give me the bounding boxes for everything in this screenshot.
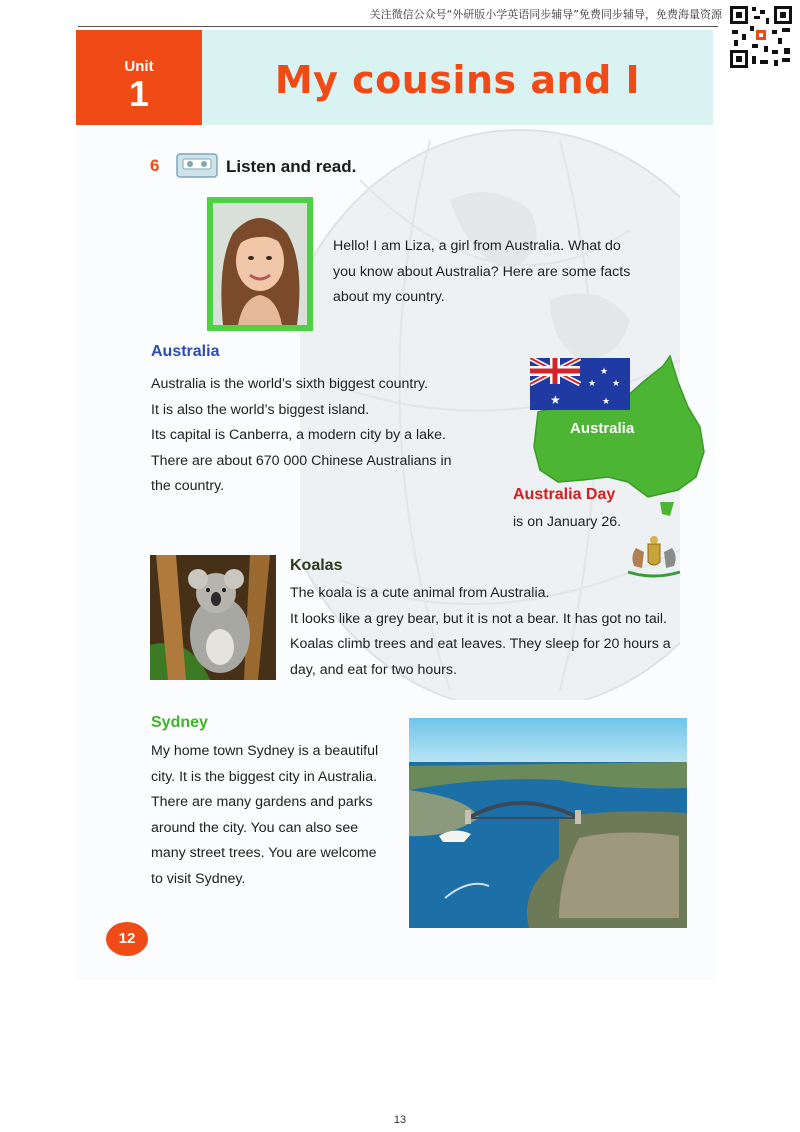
svg-text:★: ★	[600, 367, 609, 377]
australia-paragraph	[151, 372, 452, 500]
activity-number: 6	[150, 156, 160, 175]
sydney-line: My home town Sydney is a beautiful	[151, 743, 379, 759]
svg-text:★: ★	[612, 379, 621, 389]
unit-number: 1	[128, 73, 150, 114]
australia-line: the country.	[151, 478, 225, 494]
sydney-harbour-image	[409, 718, 687, 928]
koalas-paragraph	[290, 581, 671, 683]
sydney-heading: Sydney	[151, 714, 208, 731]
intro-line: about my country.	[333, 289, 445, 305]
koalas-line: day, and eat for two hours.	[290, 661, 457, 678]
sydney-line: many street trees. You are welcome	[151, 845, 377, 861]
svg-text:★: ★	[602, 397, 611, 407]
australia-day-heading: Australia Day	[513, 486, 616, 503]
qr-code-icon	[728, 4, 794, 70]
intro-line: Hello! I am Liza, a girl from Australia. What do	[333, 238, 621, 254]
svg-text:★: ★	[550, 393, 561, 407]
australia-heading: Australia	[151, 343, 220, 360]
unit-title: My cousins and I	[274, 58, 641, 102]
intro-paragraph	[333, 234, 630, 311]
coat-of-arms-icon	[622, 534, 686, 580]
koalas-heading: Koalas	[290, 557, 343, 574]
unit-word: Unit	[124, 58, 154, 75]
liza-portrait-image	[213, 203, 307, 325]
australia-line: There are about 670 000 Chinese Australians in	[151, 452, 452, 469]
koalas-line: It looks like a grey bear, but it is not a bear. It has got no tail.	[290, 610, 667, 627]
australia-day-text: is on January 26.	[513, 514, 622, 530]
sydney-line: There are many gardens and parks	[151, 794, 373, 810]
cassette-icon	[176, 151, 218, 179]
activity-instruction: Listen and read.	[226, 157, 357, 176]
australia-line: It is also the world’s biggest island.	[151, 401, 370, 418]
koala-photo-image	[150, 555, 276, 680]
header-note: 关注微信公众号“外研版小学英语同步辅导”免费同步辅导，免费海量资源	[369, 8, 722, 21]
unit-badge	[76, 30, 202, 125]
svg-text:★: ★	[588, 379, 597, 389]
koalas-line: The koala is a cute animal from Australia.	[290, 585, 550, 601]
sydney-line: to visit Sydney.	[151, 870, 246, 887]
sydney-paragraph	[151, 739, 378, 892]
australia-line: Australia is the world’s sixth biggest country.	[151, 376, 429, 392]
page-number-badge: 12	[106, 922, 148, 956]
sydney-line: city. It is the biggest city in Australia.	[151, 768, 378, 785]
sydney-line: around the city. You can also see	[151, 819, 359, 836]
intro-line: you know about Australia? Here are some facts	[333, 263, 631, 280]
pdf-page-number: 13	[393, 1114, 407, 1126]
australia-line: Its capital is Canberra, a modern city by a lake.	[151, 427, 446, 443]
map-label: Australia	[570, 420, 635, 437]
header-divider	[78, 26, 718, 27]
australia-flag-icon	[530, 358, 630, 410]
koalas-line: Koalas climb trees and eat leaves. They sleep for 20 hours a	[290, 636, 671, 652]
